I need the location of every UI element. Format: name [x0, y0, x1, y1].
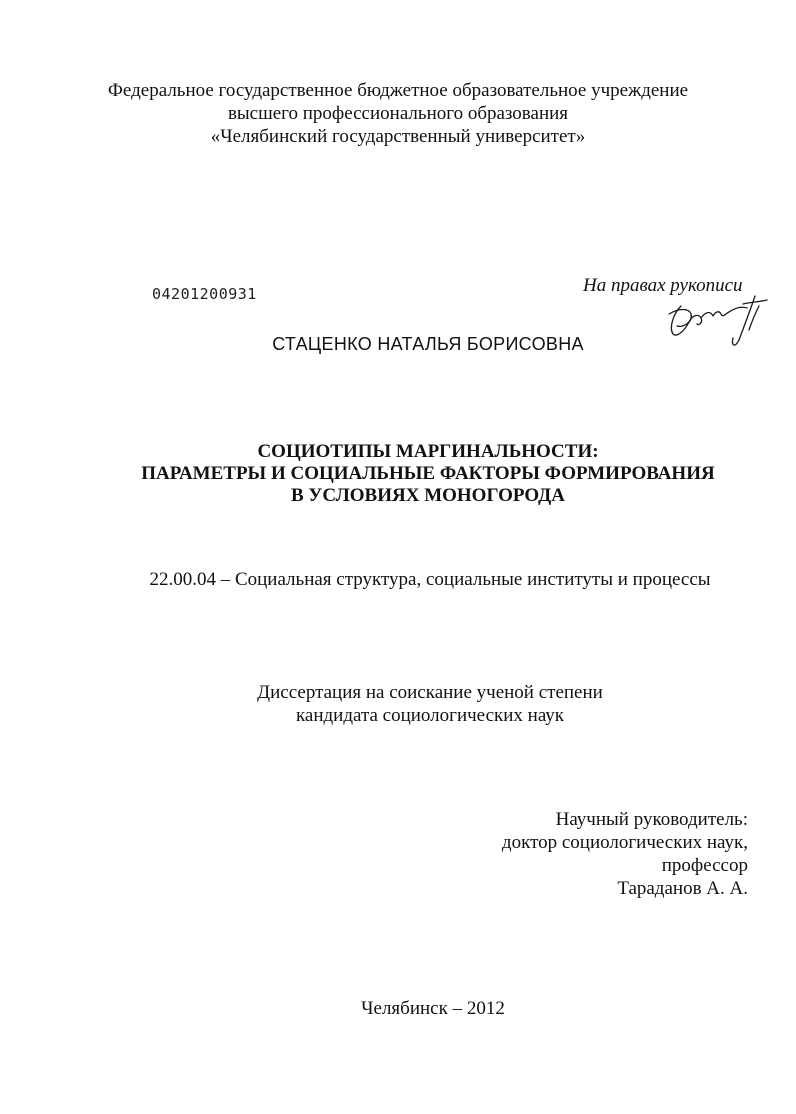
- title-line-2: ПАРАМЕТРЫ И СОЦИАЛЬНЫЕ ФАКТОРЫ ФОРМИРОВАНИЯ: [141, 463, 715, 484]
- registration-number: 04201200931: [152, 285, 257, 303]
- degree-line-1: Диссертация на соискание ученой степени: [257, 682, 603, 703]
- institution-header: [0, 79, 796, 148]
- dissertation-title: [0, 441, 796, 507]
- title-line-1: СОЦИОТИПЫ МАРГИНАЛЬНОСТИ:: [257, 441, 599, 462]
- degree-line-2: кандидата социологических наук: [295, 705, 565, 726]
- supervisor-block: [502, 808, 748, 900]
- degree-statement: [0, 681, 796, 727]
- supervisor-label: Научный руководитель:: [555, 809, 748, 830]
- supervisor-rank: профессор: [661, 855, 748, 876]
- supervisor-name: Тараданов А. А.: [617, 878, 748, 899]
- institution-line-2: высшего профессионального образования: [227, 103, 569, 124]
- specialty-code: 22.00.04 – Социальная структура, социальные институты и процессы: [149, 569, 711, 590]
- manuscript-note: На правах рукописи: [583, 275, 743, 296]
- title-line-3: В УСЛОВИЯХ МОНОГОРОДА: [291, 485, 565, 506]
- institution-line-3: «Челябинский государственный университет»: [210, 126, 586, 147]
- city-year: Челябинск – 2012: [361, 998, 505, 1019]
- supervisor-degree: доктор социологических наук,: [501, 832, 748, 853]
- institution-line-1: Федеральное государственное бюджетное образовательное учреждение: [107, 80, 689, 101]
- author-name: СТАЦЕНКО НАТАЛЬЯ БОРИСОВНА: [272, 334, 584, 354]
